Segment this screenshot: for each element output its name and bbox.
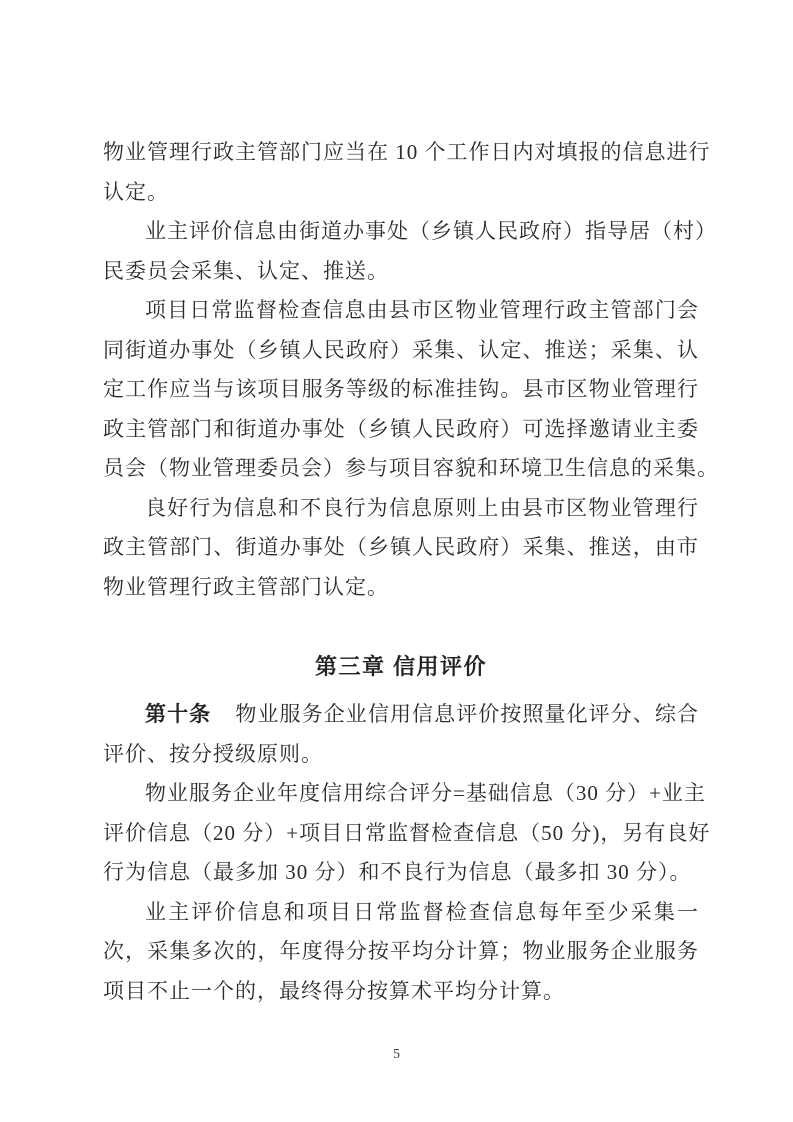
text-line: 物业管理行政主管部门应当在 10 个工作日内对填报的信息进行	[103, 140, 711, 164]
document-body	[103, 133, 719, 1011]
text-line: 员会（物业管理委员会）参与项目容貌和环境卫生信息的采集。	[103, 456, 719, 480]
para-article-10	[103, 695, 699, 774]
text-line: 民委员会采集、认定、推送。	[103, 258, 389, 283]
text-line: 政主管部门、街道办事处（乡镇人民政府）采集、推送，由市	[103, 535, 699, 559]
text-line: 认定。	[103, 179, 169, 204]
para-collection-frequency	[103, 893, 699, 1012]
text-line: 政主管部门和街道办事处（乡镇人民政府）可选择邀请业主委	[103, 416, 699, 441]
text-line: 评价、按分授级原则。	[103, 741, 323, 766]
text-line: 项目日常监督检查信息由县市区物业管理行政主管部门会	[145, 298, 699, 322]
page-number: 5	[393, 1047, 400, 1062]
text-line: 业主评价信息由街道办事处（乡镇人民政府）指导居（村）	[145, 219, 717, 243]
text-segment: 物业服务企业信用信息评价按照量化评分、综合	[235, 702, 700, 726]
text-line: 良好行为信息和不良行为信息原则上由县市区物业管理行	[145, 495, 699, 520]
para-scoring-formula	[103, 774, 711, 893]
para-continuation-info-confirmation	[103, 133, 711, 212]
text-line: 行为信息（最多加 30 分）和不良行为信息（最多扣 30 分）。	[103, 860, 692, 884]
para-good-bad-behavior-info	[103, 489, 699, 608]
text-line: 定工作应当与该项目服务等级的标准挂钩。县市区物业管理行	[103, 377, 699, 401]
text-line: 项目不止一个的，最终得分按算术平均分计算。	[103, 978, 565, 1003]
text-line: 物业管理行政主管部门认定。	[103, 574, 389, 599]
text-line: 次，采集多次的，年度得分按平均分计算；物业服务企业服务	[103, 939, 699, 963]
text-line: 评价信息（20 分）+项目日常监督检查信息（50 分)，另有良好	[103, 820, 711, 845]
text-line: 同街道办事处（乡镇人民政府）采集、认定、推送；采集、认	[103, 337, 699, 362]
text-line: 物业服务企业年度信用综合评分=基础信息（30 分）+业主	[145, 781, 706, 805]
para-owner-evaluation-info	[103, 212, 717, 291]
chapter-heading: 第三章 信用评价	[314, 654, 488, 679]
text-line	[103, 695, 699, 735]
article-number-label: 第十条	[145, 703, 212, 726]
para-project-daily-inspection-info	[103, 291, 719, 489]
text-line: 业主评价信息和项目日常监督检查信息每年至少采集一	[145, 899, 699, 924]
